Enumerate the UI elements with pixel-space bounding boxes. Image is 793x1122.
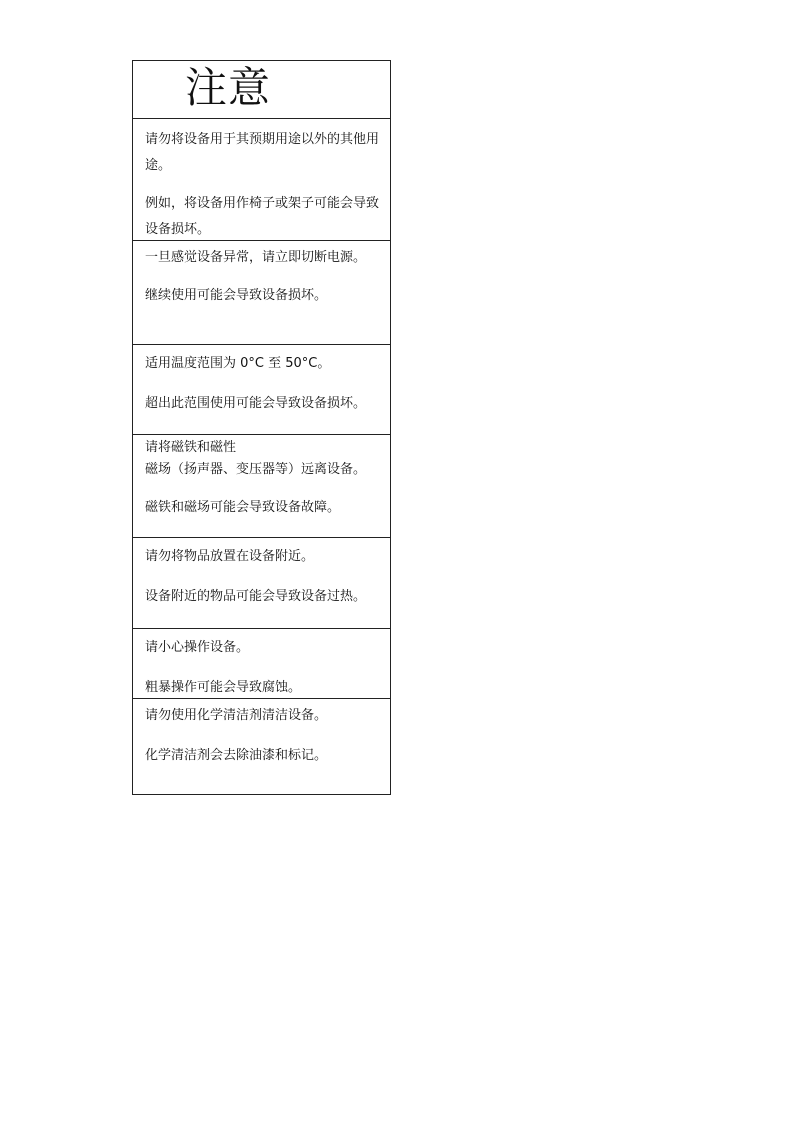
notice-consequence: 化学清洁剂会去除油漆和标记。 (145, 748, 328, 763)
notice-consequence: 超出此范围使用可能会导致设备损坏。 (145, 396, 367, 411)
notice-row-cleaning (133, 698, 390, 794)
notice-row-objects (133, 537, 390, 628)
notice-instruction-line-a: 请将磁铁和磁性 (145, 440, 237, 455)
notice-instruction: 请勿将物品放置在设备附近。 (145, 549, 315, 564)
notice-title: 注意 (185, 63, 272, 112)
notice-row-abnormal (133, 240, 390, 344)
notice-instruction: 请勿使用化学清洁剂清洁设备。 (145, 708, 328, 723)
notice-consequence: 磁铁和磁场可能会导致设备故障。 (145, 500, 341, 515)
notice-instruction-line-b: 磁场（扬声器、变压器等）远离设备。 (145, 462, 367, 477)
notice-instruction: 适用温度范围为 0°C 至 50°C。 (145, 356, 331, 371)
title-row (133, 61, 390, 118)
notice-row-magnets (133, 434, 390, 537)
caution-notice-table (132, 60, 391, 795)
notice-row-temperature (133, 344, 390, 434)
notice-instruction: 请小心操作设备。 (145, 640, 250, 655)
notice-instruction: 一旦感觉设备异常，请立即切断电源。 (145, 250, 367, 265)
notice-consequence: 粗暴操作可能会导致腐蚀。 (145, 680, 302, 695)
notice-row-intended-use (133, 118, 390, 240)
notice-consequence: 例如，将设备用作椅子或架子可能会导致设备损坏。 (145, 196, 380, 237)
notice-instruction: 请勿将设备用于其预期用途以外的其他用途。 (145, 132, 380, 173)
notice-consequence: 继续使用可能会导致设备损坏。 (145, 288, 328, 303)
notice-row-handling (133, 628, 390, 698)
notice-consequence: 设备附近的物品可能会导致设备过热。 (145, 589, 367, 604)
